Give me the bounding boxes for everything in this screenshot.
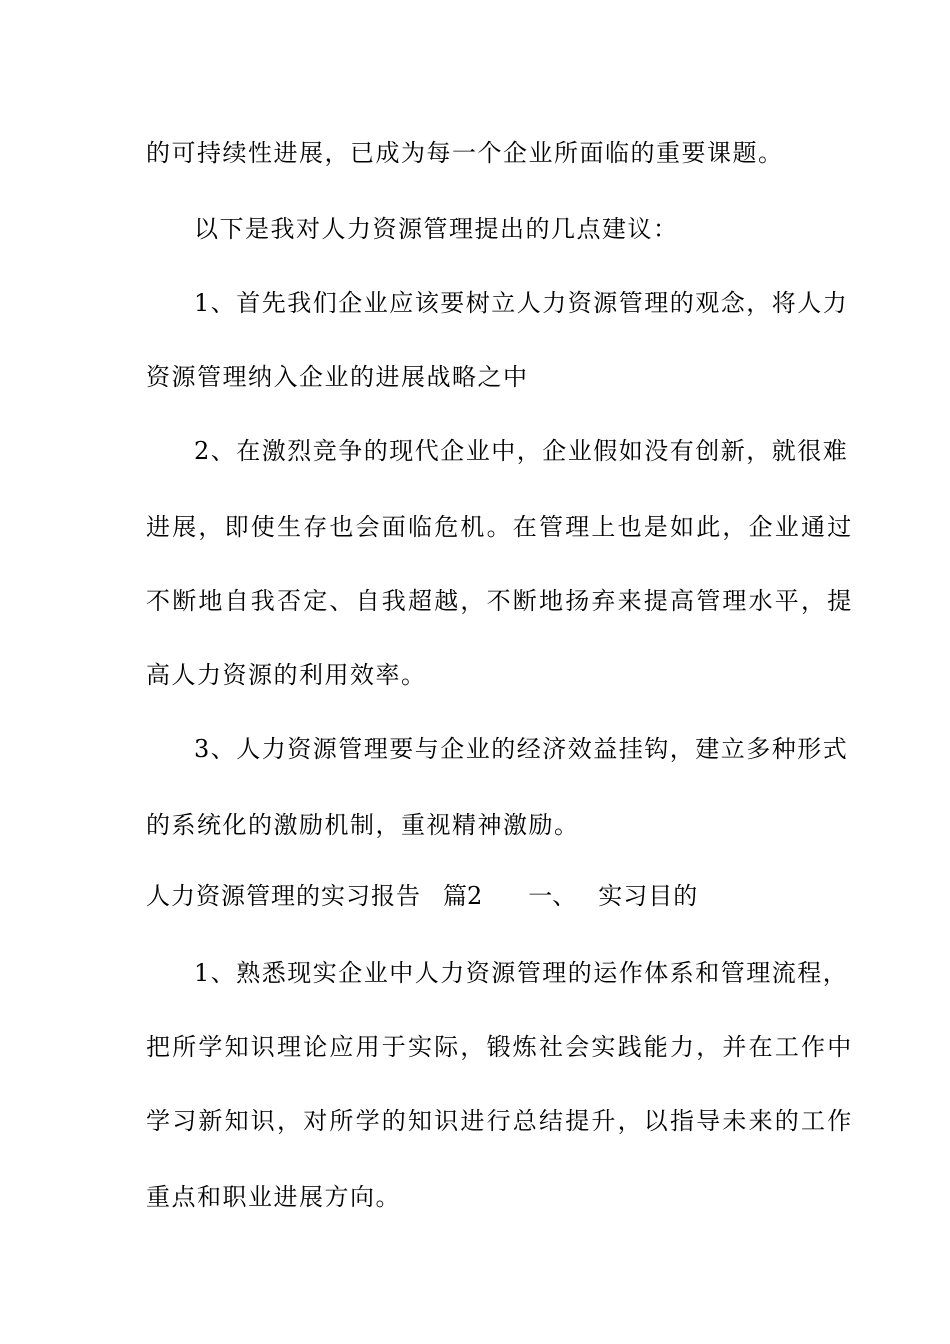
paragraph-line: 的系统化的激励机制，重视精神激励。 [146, 811, 580, 839]
paragraph-line: 1、熟悉现实企业中人力资源管理的运作体系和管理流程， [194, 959, 849, 987]
paragraph-line: 2、在激烈竞争的现代企业中，企业假如没有创新，就很难 [194, 437, 849, 465]
paragraph-line: 把所学知识理论应用于实际，锻炼社会实践能力，并在工作中 [146, 1033, 854, 1061]
paragraph-line: 的可持续性进展，已成为每一个企业所面临的重要课题。 [146, 139, 784, 167]
paragraph-line: 进展，即使生存也会面临危机。在管理上也是如此，企业通过 [146, 513, 854, 541]
paragraph-line: 以下是我对人力资源管理提出的几点建议： [194, 215, 679, 243]
paragraph-line: 1、首先我们企业应该要树立人力资源管理的观念，将人力 [194, 289, 849, 317]
section-title: 实习目的 [598, 882, 699, 910]
paragraph-line: 不断地自我否定、自我超越，不断地扬弃来提高管理水平，提 [146, 587, 854, 615]
paragraph-line: 高人力资源的利用效率。 [146, 661, 427, 689]
paragraph-line: 3、人力资源管理要与企业的经济效益挂钩，建立多种形式 [194, 735, 849, 763]
section-heading [146, 879, 698, 913]
section-number: 一、 [528, 882, 577, 910]
paragraph-line: 资源管理纳入企业的进展战略之中 [146, 363, 529, 391]
paragraph-line: 重点和职业进展方向。 [146, 1183, 401, 1211]
article-number: 篇2 [443, 882, 483, 910]
paragraph-line: 学习新知识，对所学的知识进行总结提升，以指导未来的工作 [146, 1107, 854, 1135]
report-title: 人力资源管理的实习报告 [146, 882, 421, 910]
